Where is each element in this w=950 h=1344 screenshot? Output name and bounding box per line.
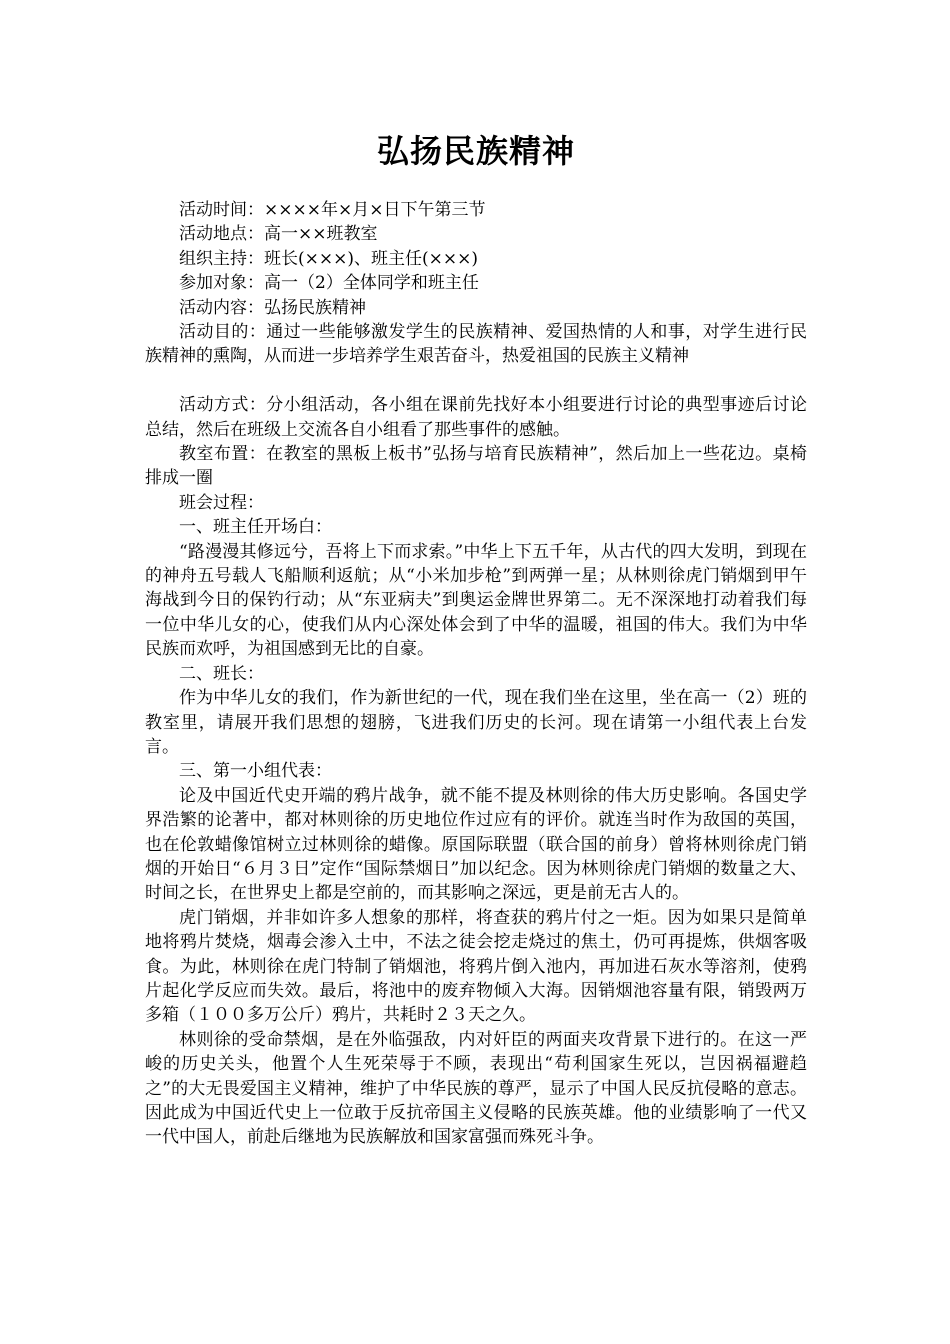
section-heading-monitor: 二、班长：	[179, 663, 264, 684]
document-page	[145, 0, 807, 1150]
meeting-process-heading: 班会过程：	[179, 492, 264, 513]
group1-paragraph-1: 论及中国近代史开端的鸦片战争，就不能不提及林则徐的伟大历史影响。各国史学界浩繁的论著中，都对林则徐的历史地位作过应有的评价。就连当时作为敌国的英国，也在伦敦蜡像馆树立过林则徐的蜡像。原国际联盟（联合国的前身）曾将林则徐虎门销烟的开始日“６月３日”定作“国际禁烟日”加以纪念。因为林则徐虎门销烟的数量之大、时间之长，在世界史上都是空前的，而其影响之深远，更是前无古人的。	[145, 785, 807, 904]
blank-line	[145, 369, 807, 393]
document-title: 弘扬民族精神	[376, 132, 575, 170]
activity-participants: 参加对象：高一（2）全体同学和班主任	[179, 273, 479, 294]
section-heading-teacher: 一、班主任开场白：	[179, 517, 332, 538]
activity-purpose: 活动目的：通过一些能够激发学生的民族精神、爱国热情的人和事，对学生进行民族精神的熏陶，从而进一步培养学生艰苦奋斗，热爱祖国的民族主义精神	[145, 322, 807, 367]
group1-paragraph-2: 虎门销烟，并非如许多人想象的那样，将查获的鸦片付之一炬。因为如果只是简单地将鸦片焚烧，烟毒会渗入土中，不法之徒会挖走烧过的焦土，仍可再提炼，供烟客吸食。为此，林则徐在虎门特制了销烟池，将鸦片倒入池内，再加进石灰水等溶剂，使鸦片起化学反应而失效。最后，将池中的废弃物倾入大海。因销烟池容量有限，销毁两万多箱（１００多万公斤）鸦片，共耗时２３天之久。	[145, 907, 807, 1026]
activity-host: 组织主持：班长(×××)、班主任(×××)	[179, 248, 478, 269]
activity-content: 活动内容：弘扬民族精神	[179, 297, 366, 318]
section-heading-group1: 三、第一小组代表：	[179, 761, 332, 782]
group1-paragraph-3: 林则徐的受命禁烟，是在外临强敌，内对奸臣的两面夹攻背景下进行的。在这一严峻的历史关头，他置个人生死荣辱于不顾，表现出“苟利国家生死以，岂因祸福避趋之”的大无畏爱国主义精神，维护了中华民族的尊严，显示了中国人民反抗侵略的意志。因此成为中国近代史上一位敢于反抗帝国主义侵略的民族英雄。他的业绩影响了一代又一代中国人，前赴后继地为民族解放和国家富强而殊死斗争。	[145, 1029, 807, 1148]
activity-location: 活动地点：高一××班教室	[179, 224, 378, 245]
document-body	[145, 198, 807, 1150]
activity-method: 活动方式：分小组活动，各小组在课前先找好本小组要进行讨论的典型事迹后讨论总结，然后在班级上交流各自小组看了那些事件的感触。	[145, 395, 807, 440]
monitor-paragraph: 作为中华儿女的我们，作为新世纪的一代，现在我们坐在这里，坐在高一（2）班的教室里，请展开我们思想的翅膀，飞进我们历史的长河。现在请第一小组代表上台发言。	[145, 688, 807, 757]
activity-time: 活动时间：××××年×月×日下午第三节	[179, 200, 486, 220]
classroom-setup: 教室布置：在教室的黑板上板书”弘扬与培育民族精神”，然后加上一些花边。桌椅排成一圈	[145, 444, 807, 489]
teacher-opening-paragraph: “路漫漫其修远兮，吾将上下而求索。”中华上下五千年，从古代的四大发明，到现在的神舟五号载人飞船顺利返航；从“小米加步枪”到两弹一星；从林则徐虎门销烟到甲午海战到今日的保钓行动；从“东亚病夫”到奥运金牌世界第二。无不深深地打动着我们每一位中华儿女的心，使我们从内心深处体会到了中华的温暖，祖国的伟大。我们为中华民族而欢呼，为祖国感到无比的自豪。	[145, 541, 807, 660]
